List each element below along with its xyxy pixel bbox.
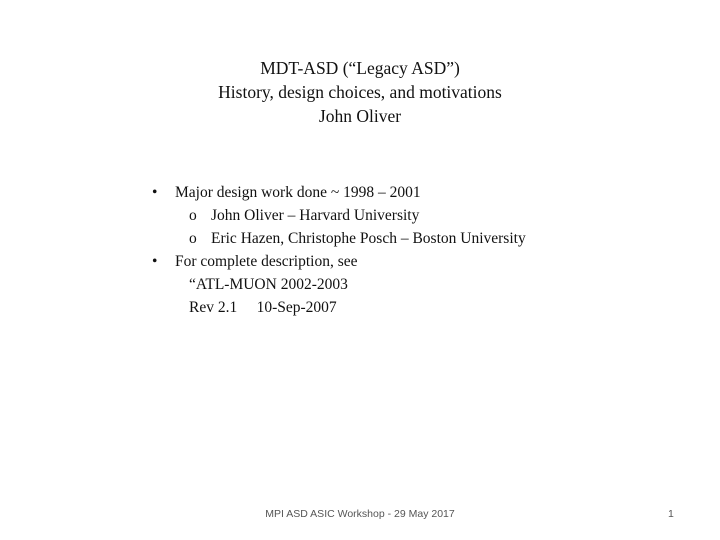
bullet-dot-icon: • [152,253,158,270]
continuation-text: “ATL-MUON 2002-2003 [189,276,348,293]
bullet-text: Major design work done ~ 1998 – 2001 [175,184,421,201]
page-number: 1 [668,508,674,520]
continuation-text: Rev 2.1 10-Sep-2007 [189,299,337,316]
title-line-1: MDT-ASD (“Legacy ASD”) [260,58,460,78]
slide-footer: MPI ASD ASIC Workshop - 29 May 2017 [265,508,455,520]
bullet-dot-icon: • [152,184,158,201]
bullet-text: For complete description, see [175,253,358,270]
title-line-3: John Oliver [318,106,402,126]
sub-bullet-circle-icon: o [189,230,197,247]
title-line-2: History, design choices, and motivations [218,82,502,102]
sub-bullet-text: John Oliver – Harvard University [211,207,420,224]
slide-title [0,56,720,128]
sub-bullet-text: Eric Hazen, Christophe Posch – Boston University [211,230,526,247]
sub-bullet-circle-icon: o [189,207,197,224]
